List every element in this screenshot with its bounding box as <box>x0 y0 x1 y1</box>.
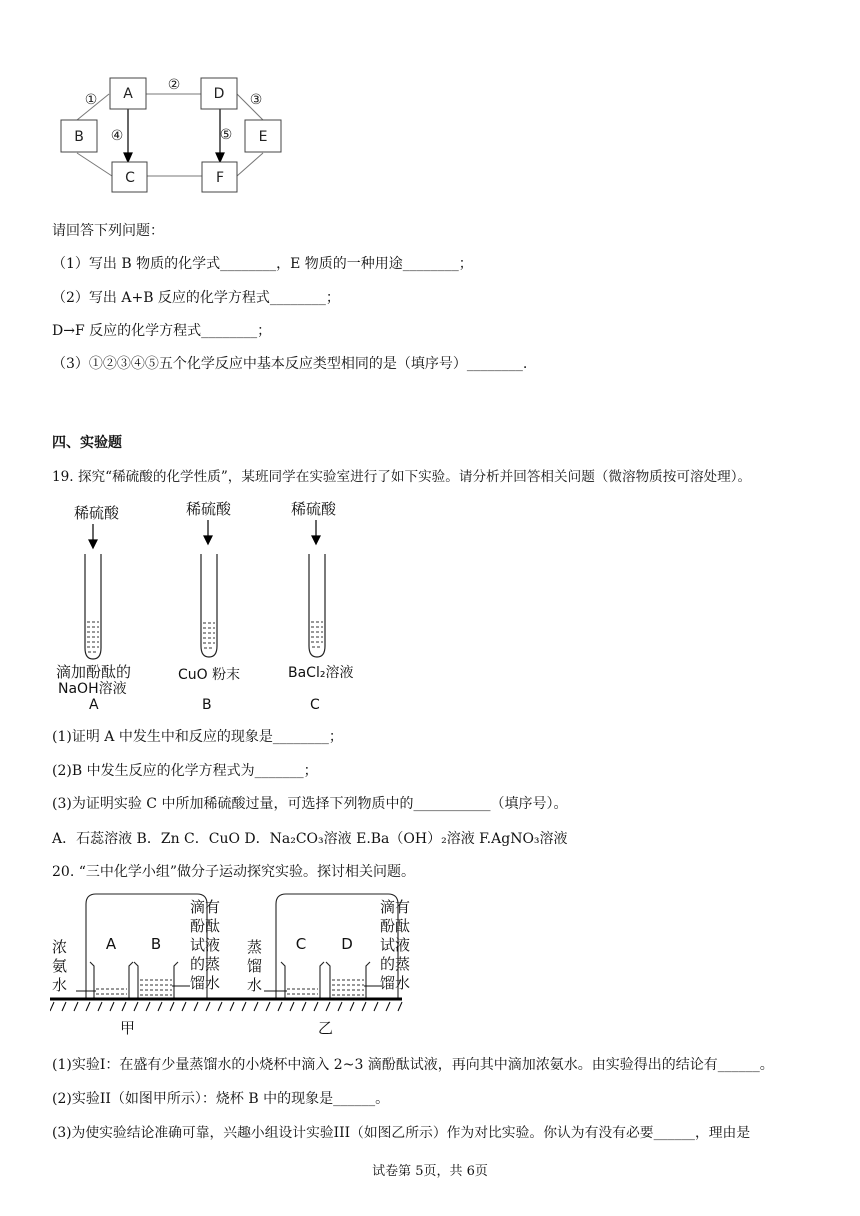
tube-a-letter: A <box>89 697 99 713</box>
tube-c-letter: C <box>310 697 320 713</box>
beaker-b-label: B <box>150 935 162 953</box>
right-vlabel-1: 滴有 <box>190 898 221 916</box>
tube-a <box>85 554 101 659</box>
mid-vlabel-1: 蒸 <box>247 938 263 956</box>
beaker-a-label: A <box>105 935 117 953</box>
page-footer: 试卷第 5页，共 6页 <box>372 1164 488 1179</box>
q18-part2: （2）写出 A+B 反应的化学方程式________； <box>52 290 340 306</box>
beaker-a <box>90 962 133 998</box>
right-vlabel-3: 试液 <box>190 936 221 954</box>
tube-b <box>201 554 217 657</box>
right2-vlabel-3: 试液 <box>380 936 410 954</box>
q20-sub3: (3)为使实验结论准确可靠，兴趣小组设计实验III（如图乙所示）作为对比实验。你认为有没有必要______，理由是 <box>52 1125 751 1141</box>
right-vlabel-4: 的蒸 <box>190 955 221 973</box>
tube-c <box>309 554 325 657</box>
q18-part2b: D→F 反应的化学方程式________； <box>52 323 272 339</box>
beaker-c-label: C <box>295 935 307 953</box>
acid-label-c: 稀硫酸 <box>291 500 337 518</box>
tube-c-line1: BaCl₂溶液 <box>288 665 354 681</box>
beaker-c <box>281 962 324 998</box>
node-d-label: D <box>213 86 225 102</box>
node-a-label: A <box>123 86 133 102</box>
q18-part1: （1）写出 B 物质的化学式________，E 物质的一种用途________； <box>52 256 473 272</box>
q19-sub2: (2)B 中发生反应的化学方程式为_______； <box>52 763 318 779</box>
q18-part3: （3）①②③④⑤五个化学反应中基本反应类型相同的是（填序号）________. <box>52 356 528 372</box>
right-vlabel-2: 酚酞 <box>190 917 221 935</box>
q18-prompt: 请回答下列问题： <box>52 223 164 239</box>
left-vlabel-2: 氨 <box>52 957 68 975</box>
right2-vlabel-5: 馏水 <box>380 974 410 992</box>
relation-diagram <box>55 75 295 200</box>
right2-vlabel-1: 滴有 <box>380 898 410 916</box>
right-vlabel-5: 馏水 <box>190 974 221 992</box>
acid-label-a: 稀硫酸 <box>74 504 120 522</box>
left-vlabel-3: 水 <box>52 976 68 994</box>
reaction-2-label: ② <box>167 77 181 93</box>
q19-sub1: (1)证明 A 中发生中和反应的现象是________； <box>52 729 343 745</box>
reaction-3-label: ③ <box>249 92 263 108</box>
right2-vlabel-4: 的蒸 <box>380 955 410 973</box>
molecule-motion-diagram <box>50 890 410 1040</box>
mid-vlabel-3: 水 <box>247 976 263 994</box>
caption-yi: 乙 <box>318 1019 334 1037</box>
q20-sub2: (2)实验II（如图甲所示）：烧杯 B 中的现象是______。 <box>52 1091 390 1107</box>
test-tube-diagram <box>52 496 392 714</box>
node-b-label: B <box>74 129 84 145</box>
tube-a-line1: 滴加酚酞的 <box>56 663 132 681</box>
section-title: 四、实验题 <box>52 435 122 451</box>
q20-sub1: (1)实验I：在盛有少量蒸馏水的小烧杯中滴入 2~3 滴酚酞试液，再向其中滴加浓氨水。由实验得出的结论有______。 <box>52 1057 774 1073</box>
right2-vlabel-2: 酚酞 <box>380 917 410 935</box>
reaction-4-label: ④ <box>110 128 124 144</box>
caption-jia: 甲 <box>120 1019 136 1037</box>
q19-options: A．石蕊溶液 B．Zn C．CuO D．Na₂CO₃溶液 E.Ba（OH）₂溶液 F.AgNO₃溶液 <box>52 831 568 847</box>
reaction-5-label: ⑤ <box>219 127 233 143</box>
q19-sub3: (3)为证明实验 C 中所加稀硫酸过量，可选择下列物质中的___________（填序号）。 <box>52 796 568 812</box>
acid-label-b: 稀硫酸 <box>186 500 232 518</box>
q20-stem: 20. “三中化学小组”做分子运动探究实验。探讨相关问题。 <box>52 864 416 880</box>
q19-stem: 19. 探究“稀硫酸的化学性质”，某班同学在实验室进行了如下实验。请分析并回答相关问题（微溶物质按可溶处理）。 <box>52 469 752 485</box>
tube-b-letter: B <box>202 697 212 713</box>
node-e-label: E <box>258 129 268 145</box>
tube-a-line2: NaOH溶液 <box>58 681 127 697</box>
node-c-label: C <box>125 170 135 186</box>
tube-b-line1: CuO 粉末 <box>178 667 241 683</box>
node-f-label: F <box>215 170 225 186</box>
mid-vlabel-2: 馏 <box>247 957 263 975</box>
reaction-1-label: ① <box>84 92 98 108</box>
left-vlabel-1: 浓 <box>52 938 68 956</box>
beaker-d-label: D <box>341 935 353 953</box>
